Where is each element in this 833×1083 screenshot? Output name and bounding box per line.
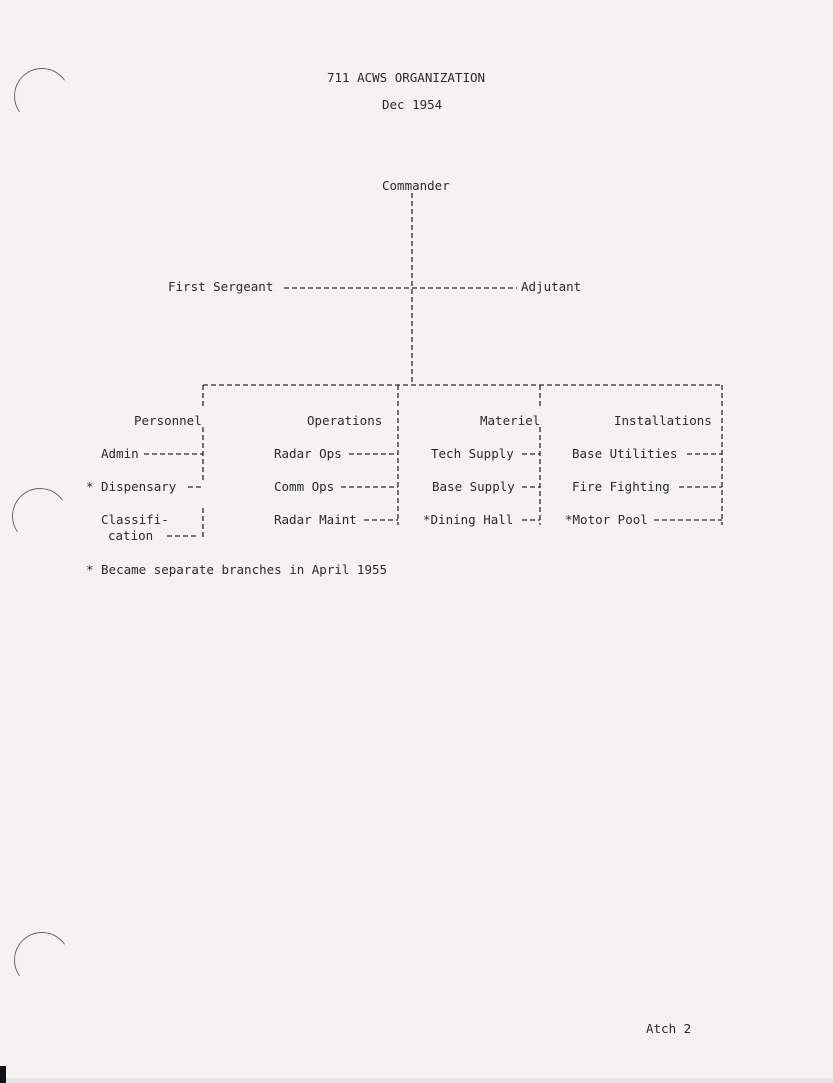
branch-personnel: Personnel <box>134 413 202 428</box>
unit-motor-pool: *Motor Pool <box>565 512 648 527</box>
branch-materiel: Materiel <box>480 413 541 428</box>
unit-comm-ops: Comm Ops <box>274 479 335 494</box>
unit-dining-hall: *Dining Hall <box>423 512 514 527</box>
commander-node: Commander <box>382 178 450 193</box>
unit-classification-line1: Classifi- <box>101 512 169 527</box>
page-date: Dec 1954 <box>382 97 443 112</box>
page-bottom-edge <box>0 1078 833 1083</box>
unit-radar-maint: Radar Maint <box>274 512 357 527</box>
adjutant-node: Adjutant <box>521 279 582 294</box>
attachment-label: Atch 2 <box>646 1021 692 1036</box>
branch-installations: Installations <box>614 413 712 428</box>
unit-tech-supply: Tech Supply <box>431 446 514 461</box>
unit-fire-fighting: Fire Fighting <box>572 479 670 494</box>
unit-radar-ops: Radar Ops <box>274 446 342 461</box>
page-title: 711 ACWS ORGANIZATION <box>327 70 486 85</box>
unit-admin: Admin <box>101 446 139 461</box>
unit-base-supply: Base Supply <box>432 479 515 494</box>
unit-dispensary: * Dispensary <box>86 479 177 494</box>
unit-classification-line2: cation <box>108 528 154 543</box>
first-sergeant-node: First Sergeant <box>168 279 274 294</box>
branch-operations: Operations <box>307 413 383 428</box>
unit-base-utilities: Base Utilities <box>572 446 678 461</box>
scan-edge-mark <box>0 1066 6 1083</box>
footnote: * Became separate branches in April 1955 <box>86 562 388 577</box>
